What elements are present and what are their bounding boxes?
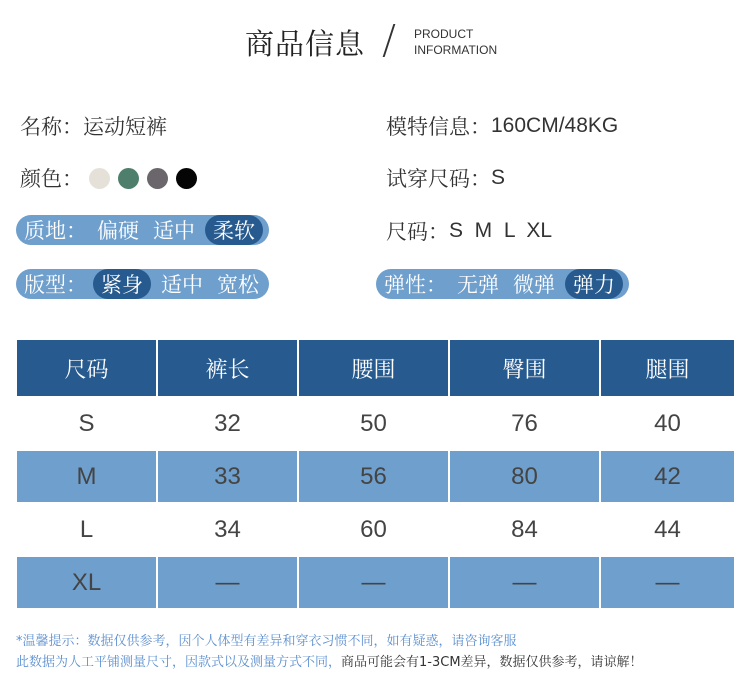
table-cell: 60 — [298, 503, 449, 556]
table-cell: XL — [16, 556, 157, 609]
table-cell: S — [16, 397, 157, 450]
color-swatches — [89, 168, 205, 189]
table-cell: — — [600, 556, 735, 609]
fit-label: 版型： — [24, 273, 87, 297]
color-swatch — [89, 168, 110, 189]
note-line-2 — [16, 651, 643, 670]
product-name-value: 运动短裤 — [83, 115, 167, 139]
model-info-value: 160CM/48KG — [491, 114, 619, 137]
table-cell: 80 — [449, 450, 600, 503]
note-line-2-part-a: 此数据为人工平铺测量尺寸，因款式以及测量方式不同， — [16, 655, 342, 670]
model-info-row — [386, 111, 618, 141]
table-row — [16, 450, 735, 503]
table-cell: — — [449, 556, 600, 609]
table-cell: — — [298, 556, 449, 609]
table-cell: M — [16, 450, 157, 503]
table-cell: 34 — [157, 503, 298, 556]
elastic-option: 无弹 — [457, 273, 499, 297]
fit-option: 紧身 — [93, 269, 151, 299]
table-cell: 42 — [600, 450, 735, 503]
table-row — [16, 556, 735, 609]
table-cell: 33 — [157, 450, 298, 503]
title-divider — [383, 24, 396, 57]
size-table — [15, 338, 736, 610]
color-swatch — [176, 168, 197, 189]
table-cell: 76 — [449, 397, 600, 450]
trial-size-value: S — [491, 166, 506, 189]
model-info-label: 模特信息： — [386, 115, 491, 139]
table-row — [16, 503, 735, 556]
fit-pill — [16, 269, 269, 299]
table-cell: 56 — [298, 450, 449, 503]
table-row — [16, 397, 735, 450]
note-line-2-part-b: 商品可能会有1-3CM差异，数据仅供参考，请谅解！ — [341, 655, 643, 670]
section-title: 商品信息 — [245, 27, 366, 61]
elastic-option: 弹力 — [565, 269, 623, 299]
header-size: 尺码 — [16, 339, 157, 397]
texture-option: 偏硬 — [97, 219, 139, 243]
elastic-options — [453, 269, 629, 299]
color-swatch — [147, 168, 168, 189]
fit-options — [93, 269, 269, 299]
note-line-1: *温馨提示：数据仅供参考，因个人体型有差异和穿衣习惯不同，如有疑惑，请咨询客服 — [16, 634, 517, 649]
section-title-english — [414, 26, 497, 58]
table-cell: 50 — [298, 397, 449, 450]
elastic-pill — [376, 269, 629, 299]
section-header — [0, 0, 750, 80]
size-table-header — [16, 339, 735, 397]
header-hip: 臀围 — [449, 339, 600, 397]
product-name-row — [20, 111, 167, 141]
elastic-option: 微弹 — [513, 273, 555, 297]
table-cell: — — [157, 556, 298, 609]
table-cell: 44 — [600, 503, 735, 556]
trial-size-label: 试穿尺码： — [386, 167, 491, 191]
title-en-line2: INFORMATION — [414, 43, 498, 57]
sizes-value: S M L XL — [449, 219, 553, 242]
texture-pill — [16, 215, 269, 245]
fit-option: 宽松 — [217, 273, 259, 297]
color-label: 颜色： — [20, 167, 83, 191]
elastic-label: 弹性： — [384, 273, 447, 297]
table-cell: 32 — [157, 397, 298, 450]
title-en-line1: PRODUCT — [414, 27, 474, 41]
sizes-row — [386, 216, 552, 246]
header-length: 裤长 — [157, 339, 298, 397]
color-swatch — [118, 168, 139, 189]
table-cell: L — [16, 503, 157, 556]
trial-size-row — [386, 163, 505, 193]
sizes-label: 尺码： — [386, 220, 449, 244]
header-waist: 腰围 — [298, 339, 449, 397]
table-cell: 40 — [600, 397, 735, 450]
fit-option: 适中 — [161, 273, 203, 297]
texture-options — [93, 215, 269, 245]
texture-option: 柔软 — [205, 215, 263, 245]
color-row — [20, 163, 205, 193]
texture-option: 适中 — [153, 219, 195, 243]
texture-label: 质地： — [24, 219, 87, 243]
table-cell: 84 — [449, 503, 600, 556]
product-name-label: 名称： — [20, 115, 83, 139]
header-thigh: 腿围 — [600, 339, 735, 397]
